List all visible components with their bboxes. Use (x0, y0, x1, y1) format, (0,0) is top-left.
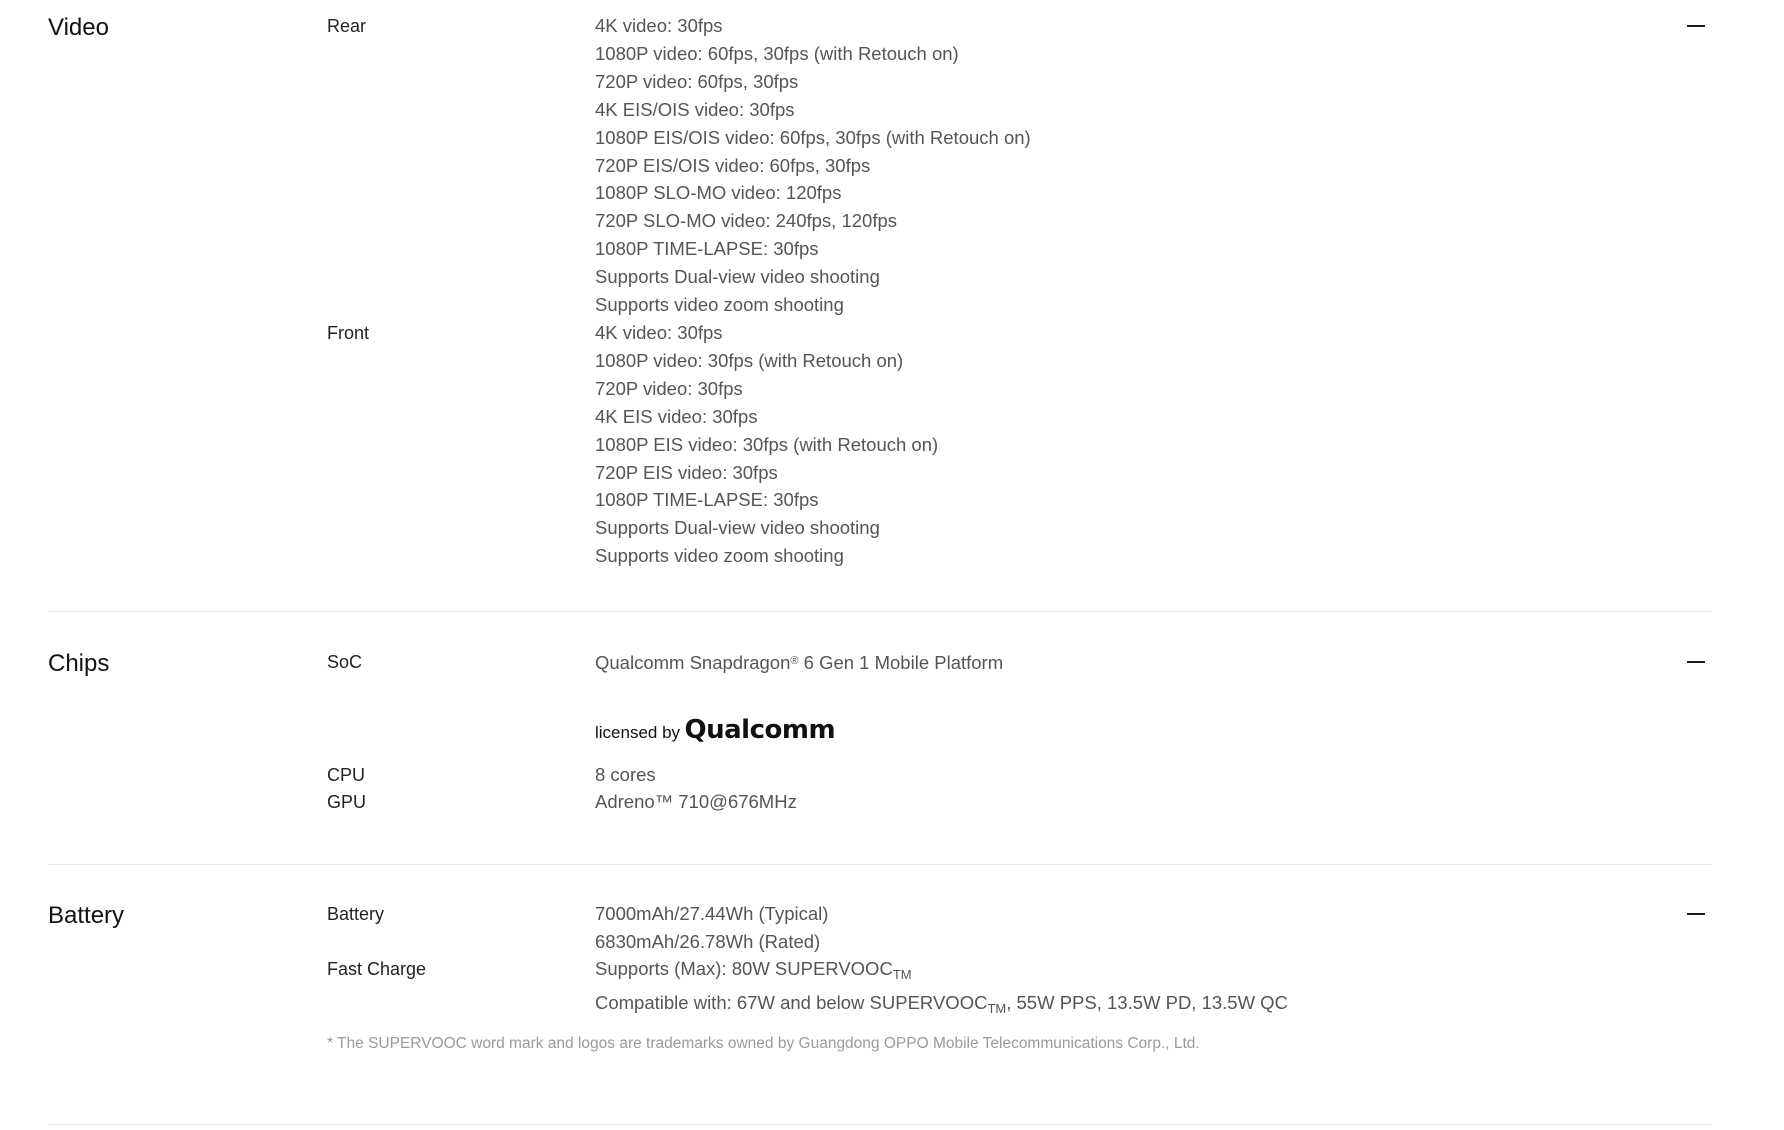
qualcomm-brand: Qualcomm (684, 715, 836, 745)
spec-values-fast-charge (595, 955, 1595, 1023)
front-video-spec-line: 4K EIS video: 30fps (595, 405, 758, 427)
rear-video-spec-line: 1080P EIS/OIS video: 60fps, 30fps (with Retouch on) (595, 126, 1031, 148)
front-video-spec-line: 1080P TIME-LAPSE: 30fps (595, 489, 819, 511)
section-title-video: Video (48, 14, 109, 41)
front-video-spec-line: 4K video: 30fps (595, 322, 723, 343)
spec-label-fast-charge: Fast Charge (327, 959, 427, 979)
front-video-spec-line: 1080P video: 30fps (with Retouch on) (595, 349, 904, 371)
front-video-spec-line: 720P EIS video: 30fps (595, 461, 778, 483)
front-video-spec-line: 1080P EIS video: 30fps (with Retouch on) (595, 433, 939, 455)
chips-collapse-minus-icon[interactable] (1686, 652, 1706, 672)
fast-charge-compatible (595, 989, 1595, 1023)
fast-charge-max (595, 955, 1595, 989)
section-title-battery: Battery (48, 902, 125, 929)
trademark-footnote: * The SUPERVOOC word mark and logos are trademarks owned by Guangdong OPPO Mobile Telecommunications Corp., Ltd. (327, 1035, 1200, 1052)
rear-video-spec-line: 4K EIS/OIS video: 30fps (595, 98, 795, 120)
spec-values-rear (595, 12, 1595, 319)
licensed-by-qualcomm-logo (595, 715, 835, 745)
spec-label-cpu: CPU (327, 765, 366, 785)
registered-mark: ® (790, 655, 799, 667)
spec-values-soc (595, 648, 1595, 677)
front-video-spec-line: Supports video zoom shooting (595, 545, 844, 567)
rear-video-spec-line: Supports video zoom shooting (595, 294, 844, 316)
rear-video-spec-line: 720P video: 60fps, 30fps (595, 70, 799, 92)
battery-rated: 6830mAh/26.78Wh (Rated) (595, 930, 821, 952)
video-collapse-minus-icon[interactable] (1686, 16, 1706, 36)
spec-label-front: Front (327, 323, 370, 343)
soc-value-name: Qualcomm Snapdragon (595, 652, 791, 673)
battery-section (48, 865, 1712, 1125)
section-title-chips: Chips (48, 650, 110, 677)
fast-charge-compatible-text: Compatible with: 67W and below SUPERVOOC (595, 991, 988, 1013)
rear-video-spec-line: 720P SLO-MO video: 240fps, 120fps (595, 210, 898, 232)
front-video-spec-line: Supports Dual-view video shooting (595, 517, 880, 539)
chips-section (48, 612, 1712, 865)
spec-label-gpu: GPU (327, 792, 367, 812)
licensed-prefix: licensed by (595, 723, 681, 742)
battery-typical: 7000mAh/27.44Wh (Typical) (595, 903, 829, 924)
spec-values-gpu (595, 788, 1595, 816)
video-section (48, 0, 1712, 612)
spec-values-cpu (595, 761, 1595, 789)
fast-charge-compatible-suffix: , 55W PPS, 13.5W PD, 13.5W QC (1006, 991, 1288, 1013)
spec-values-battery (595, 900, 1595, 956)
rear-video-spec-line: 1080P TIME-LAPSE: 30fps (595, 238, 819, 260)
fast-charge-max-text: Supports (Max): 80W SUPERVOOC (595, 958, 893, 979)
battery-collapse-minus-icon[interactable] (1686, 904, 1706, 924)
spec-label-battery: Battery (327, 904, 385, 924)
rear-video-spec-line: 1080P video: 60fps, 30fps (with Retouch on) (595, 42, 959, 64)
gpu-value: Adreno™ 710@676MHz (595, 791, 797, 812)
cpu-value: 8 cores (595, 764, 656, 785)
rear-video-spec-line: 720P EIS/OIS video: 60fps, 30fps (595, 154, 871, 176)
spec-page (48, 0, 1712, 1125)
front-video-spec-line: 720P video: 30fps (595, 377, 743, 399)
spec-label-soc: SoC (327, 652, 363, 672)
soc-value-suffix: 6 Gen 1 Mobile Platform (798, 652, 1004, 673)
rear-video-spec-line: 1080P SLO-MO video: 120fps (595, 182, 842, 204)
rear-video-spec-line: Supports Dual-view video shooting (595, 266, 880, 288)
spec-label-rear: Rear (327, 16, 367, 36)
soc-value (595, 648, 1595, 677)
trademark-mark: TM (892, 967, 912, 982)
rear-video-spec-line: 4K video: 30fps (595, 15, 723, 36)
spec-values-front (595, 319, 1595, 570)
trademark-mark: TM (987, 1000, 1007, 1016)
